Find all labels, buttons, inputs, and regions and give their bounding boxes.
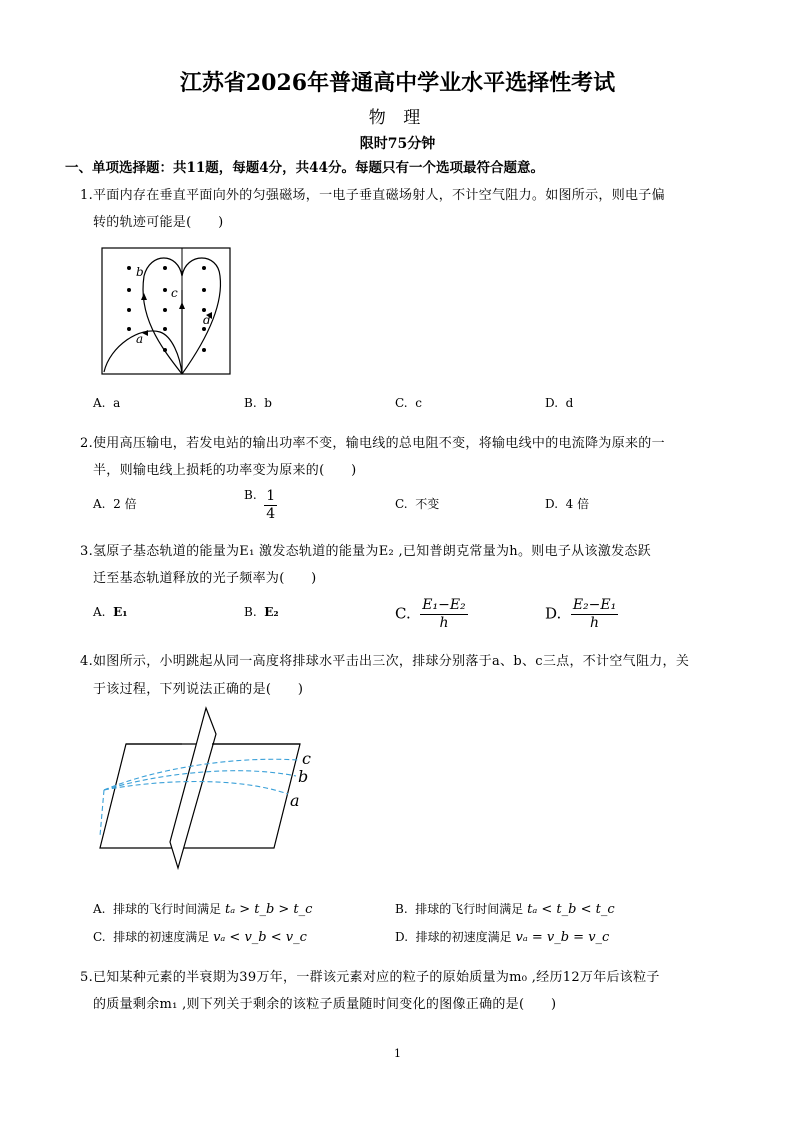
time-limit: 限时75分钟: [359, 136, 436, 152]
page-number: 1: [394, 1047, 401, 1060]
q3-stem-line2: 迁至基态轨道释放的光子频率为( ): [93, 571, 317, 586]
q4-net-plane: [170, 708, 216, 868]
q4-label-b: b: [298, 767, 309, 786]
q4-stem-line1: 4.如图所示，小明跳起从同一高度将排球水平击出三次，排球分别落于a、b、c三点，不计空气阻力，关: [80, 654, 690, 669]
q3-option-d[interactable]: D. $\frac{\text{E₂−E₁}}{h}$: [545, 597, 617, 631]
q3-option-a[interactable]: A. E₁: [93, 605, 128, 619]
q1-arrow-c: [179, 302, 185, 309]
q1-label-d: d: [203, 313, 211, 327]
q3-option-c-fraction: $\frac{\text{E₁−E₂}}{h}$: [422, 597, 466, 631]
q1-label-c: c: [171, 286, 178, 300]
q1-label-b: b: [136, 265, 144, 279]
q4-drop-line: [100, 790, 104, 836]
exam-title: 江苏省2026年普通高中学业水平选择性考试: [179, 70, 616, 96]
q5-stem-line2: 的质量剩余m₁ ,则下列关于剩余的该粒子质量随时间变化的图像正确的是( ): [93, 997, 557, 1012]
q2-stem-line2: 半，则输电线上损耗的功率变为原来的( ): [93, 463, 357, 478]
q3-option-c[interactable]: C. $\frac{\text{E₁−E₂}}{h}$: [395, 597, 466, 631]
q1-trajectory-d: [182, 258, 220, 374]
section-heading: 一、单项选择题：共11题，每题4分，共44分。每题只有一个选项最符合题意。: [65, 160, 544, 176]
q2-option-d[interactable]: D. 4 倍: [545, 497, 590, 511]
q4-stem-line2: 于该过程，下列说法正确的是( ): [93, 682, 304, 697]
q4-volleyball-figure: [96, 706, 326, 876]
q4-option-c[interactable]: C. 排球的初速度满足 vₐ < v_b < v_c: [93, 930, 307, 945]
subject-title: 物 理: [368, 108, 427, 128]
q3-option-b[interactable]: B. E₂: [244, 605, 279, 619]
q1-stem-line2: 转的轨迹可能是( ): [93, 215, 224, 230]
q1-stem-line1: 1.平面内存在垂直平面向外的匀强磁场，一电子垂直磁场射人，不计空气阻力。如图所示，则电子偏: [80, 188, 665, 203]
q1-option-d[interactable]: D. d: [545, 396, 574, 410]
q2-stem-line1: 2.使用高压输电，若发电站的输出功率不变，输电线的总电阻不变，将输电线中的电流降为原来的一: [80, 436, 665, 451]
q1-option-b[interactable]: B. b: [244, 396, 272, 410]
q5-stem-line1: 5.已知某种元素的半衰期为39万年，一群该元素对应的粒子的原始质量为m₀ ,经历12万年后该粒子: [80, 970, 660, 985]
q1-option-a[interactable]: A. a: [93, 396, 121, 410]
q2-option-a[interactable]: A. 2 倍: [93, 497, 137, 511]
q1-arrow-b: [141, 293, 147, 300]
q4-label-c: c: [302, 749, 311, 768]
q1-magnetic-field-figure: [100, 246, 232, 376]
q1-label-a: a: [136, 332, 144, 346]
q3-stem-line1: 3.氢原子基态轨道的能量为E₁ 激发态轨道的能量为E₂ ,已知普朗克常量为h。则电子从该激发态跃: [80, 544, 651, 559]
q4-option-a[interactable]: A. 排球的飞行时间满足 tₐ > t_b > t_c: [93, 902, 313, 917]
q1-trajectory-b: [143, 258, 182, 374]
q1-option-c[interactable]: C. c: [395, 396, 422, 410]
q3-option-d-fraction: $\frac{\text{E₂−E₁}}{h}$: [572, 597, 617, 631]
q2-option-c[interactable]: C. 不变: [395, 497, 440, 511]
q4-option-d[interactable]: D. 排球的初速度满足 vₐ = v_b = v_c: [395, 930, 610, 945]
q4-option-b[interactable]: B. 排球的飞行时间满足 tₐ < t_b < t_c: [395, 902, 615, 917]
q2-option-b[interactable]: B. $\frac{1}{4}$: [244, 488, 276, 522]
q4-label-a: a: [290, 791, 300, 810]
q2-option-b-fraction: $\frac{1}{4}$: [266, 488, 276, 522]
